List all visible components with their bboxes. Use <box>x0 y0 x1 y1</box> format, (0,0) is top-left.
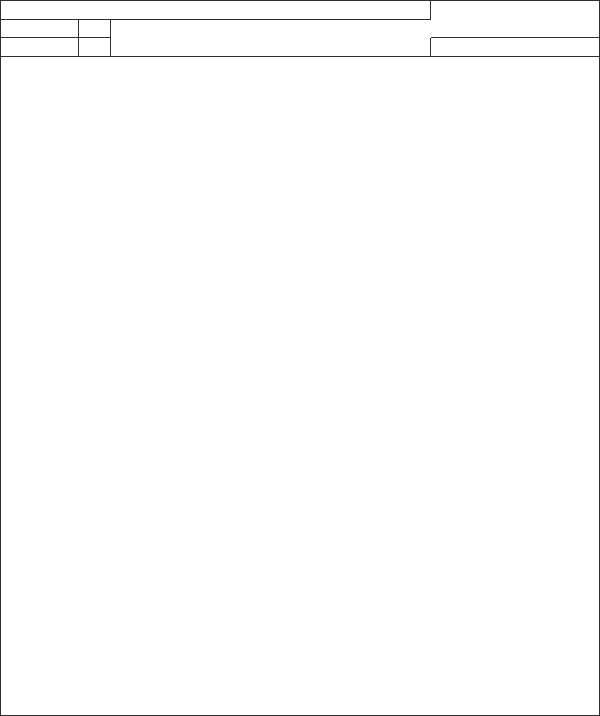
spacer-cell <box>111 38 431 57</box>
dn-group-label <box>1 38 79 57</box>
dn-desc-cell <box>431 38 600 57</box>
model-first-box <box>79 20 111 38</box>
table-title <box>1 1 431 20</box>
dn-code-cell <box>79 38 111 57</box>
model-prefix <box>1 20 79 38</box>
function-description-header <box>431 1 600 38</box>
